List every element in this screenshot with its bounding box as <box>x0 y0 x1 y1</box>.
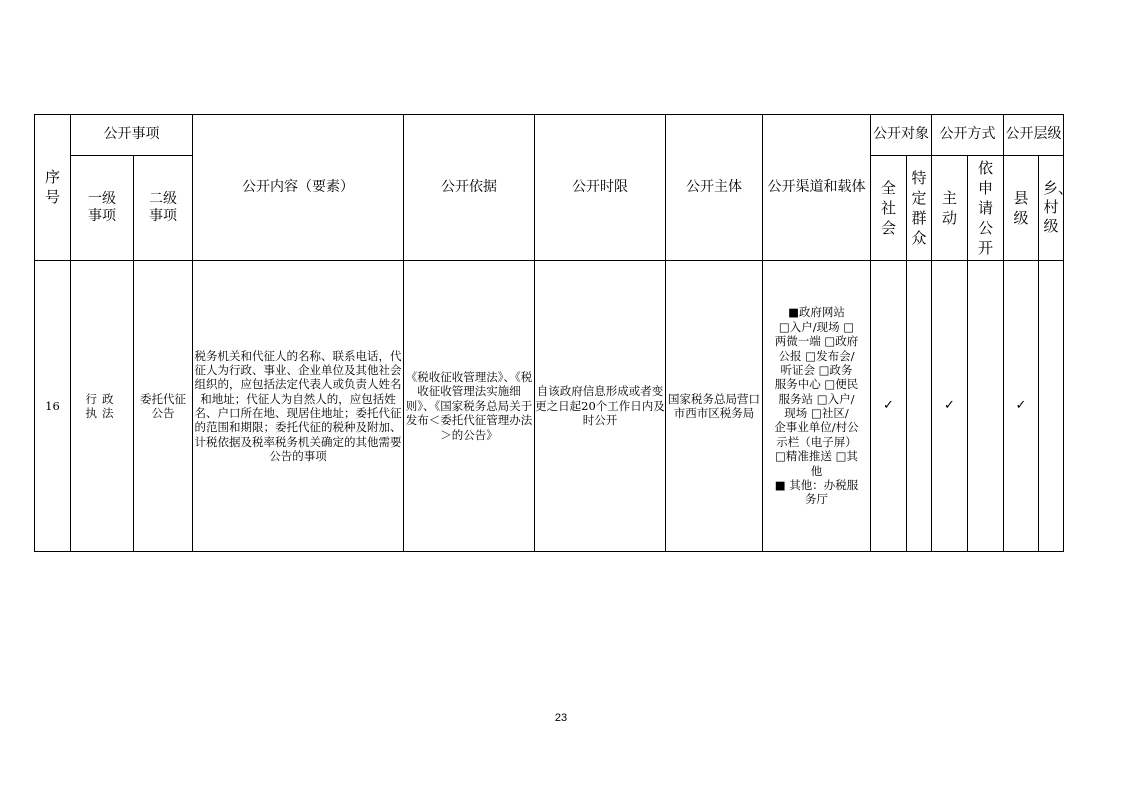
channel-line: 他 <box>810 463 823 478</box>
channel-line: ■政府网站 <box>788 305 845 320</box>
row-level-village-check <box>1039 261 1064 552</box>
channel-line: 服务站 □入户/ <box>778 391 855 406</box>
row-method-active-check: ✓ <box>932 261 968 552</box>
table-row <box>35 261 1064 552</box>
header-basis: 公开依据 <box>404 115 535 261</box>
channel-line: 现场 □社区/ <box>784 406 849 420</box>
disclosure-table <box>34 114 1074 552</box>
channel-line: 示栏（电子屏） <box>776 434 857 449</box>
channel-line: 企事业单位/村公 <box>774 420 859 435</box>
row-time-limit: 自该政府信息形成或者变更之日起20个工作日内及时公开 <box>535 261 666 552</box>
row-method-apply-check <box>968 261 1004 552</box>
row-subject: 国家税务总局营口市西市区税务局 <box>666 261 763 552</box>
channel-line: □入户/现场 □ <box>778 319 855 334</box>
row-target-specific-check <box>907 261 932 552</box>
header-target-all: 全社会 <box>871 156 907 261</box>
header-subject: 公开主体 <box>666 115 763 261</box>
header-method-apply: 依申请公开 <box>968 156 1004 261</box>
row-level1: 行政执法 <box>71 261 134 552</box>
row-basis: 《税收征收管理法》、《税收征收管理法实施细则》、《国家税务总局关于发布＜委托代征管理办法＞的公告》 <box>404 261 535 552</box>
channel-line: □精准推送 □其 <box>775 449 858 464</box>
row-content: 税务机关和代征人的名称、联系电话，代征人为行政、事业、企业单位及其他社会组织的，应包括法定代表人或负责人姓名和地址；代征人为自然人的，应包括姓名、户口所在地、现居住地址；委托代征的范围和期限；委托代征的税种及附加、计税依据及税率税务机关确定的其他需要公告的事项 <box>193 261 404 552</box>
channel-line: 服务中心 □便民 <box>774 377 859 392</box>
header-time-limit: 公开时限 <box>535 115 666 261</box>
header-level-village: 乡、村级 <box>1039 156 1064 261</box>
header-method-active: 主动 <box>932 156 968 261</box>
channel-line: 听证会 □政务 <box>780 362 853 377</box>
channel-line: ■ 其他：办税服 <box>774 477 859 492</box>
row-channel <box>763 261 871 552</box>
header-method-group: 公开方式 <box>932 115 1004 156</box>
header-target-specific: 特定群众 <box>907 156 932 261</box>
header-items-group: 公开事项 <box>71 115 193 156</box>
row-target-all-check: ✓ <box>871 261 907 552</box>
header-level-group: 公开层级 <box>1004 115 1064 156</box>
channel-line: 两微一端 □政府 <box>774 334 859 349</box>
page-number: 23 <box>554 712 568 724</box>
header-content: 公开内容（要素） <box>193 115 404 261</box>
header-channel: 公开渠道和载体 <box>763 115 871 261</box>
channel-line: 务厅 <box>805 492 828 507</box>
row-level-county-check: ✓ <box>1004 261 1039 552</box>
header-level2: 二级事项 <box>134 156 193 261</box>
row-level2: 委托代征公告 <box>134 261 193 552</box>
header-level1: 一级事项 <box>71 156 134 261</box>
channel-line: 公报 □发布会/ <box>778 348 855 363</box>
header-level-county: 县级 <box>1004 156 1039 261</box>
header-target-group: 公开对象 <box>871 115 932 156</box>
header-seq: 序号 <box>35 115 71 261</box>
row-seq: 16 <box>35 261 71 552</box>
